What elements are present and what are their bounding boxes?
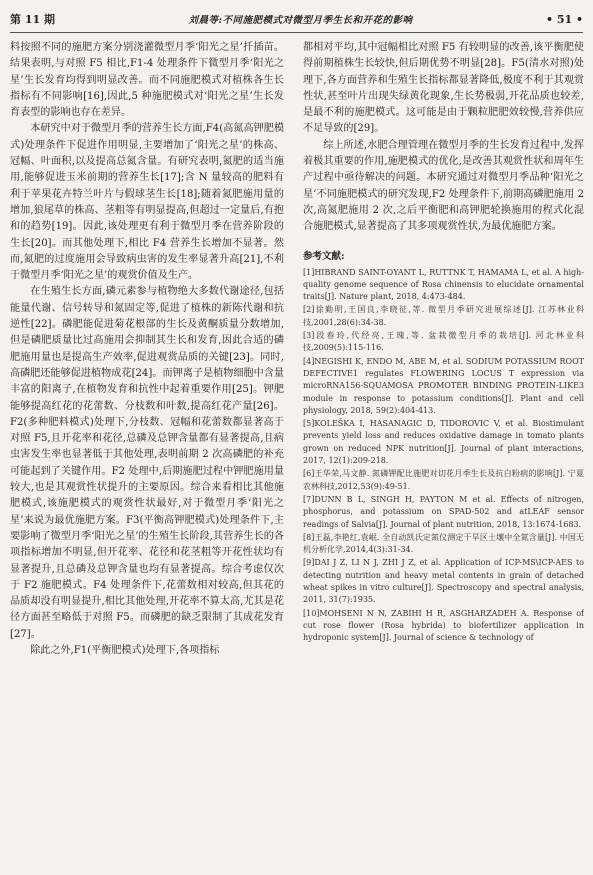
right-column	[303, 40, 584, 865]
references-heading: 参考文献:	[303, 250, 345, 262]
reference-item: [9]DAI J Z, LI N J, ZHI J Z, et al. Application of ICP-MS\ICP-AES to detecting nutrition and heavy metal contents in grain of detached wheat spikes in vitro culture[J]. Spectroscopy and spectral analysis, 2011, 31(7):1935.	[303, 558, 584, 605]
page-header	[10, 6, 583, 33]
running-title: 刘晨等:不同施肥模式对微型月季生长和开花的影响	[188, 15, 413, 26]
paragraph: 综上所述,水肥合理管理在微型月季的生长发育过程中,发挥着极其重要的作用,施肥模式的优化,是改善其观赏性状和周年生产过程中亟待解决的问题。本研究通过对微型月季品种‘阳光之星’不同施肥模式的研究发现,F2 处理条件下,前期高磷肥施用 2 次,高氮肥施用 2 次,之后平衡肥和高钾肥轮换施用的程式化混合施肥模式,显著提高了其多项观赏性状,为最优施肥方案。	[303, 139, 584, 233]
reference-item: [3]段春玲,代经亮,王瑰,等. 盆栽微型月季的栽培[J]. 河北林业科技,2009(5):115-116.	[303, 331, 584, 353]
reference-item: [2]徐勤明,王国良,李晓征,等. 微型月季研究进展综述[J]. 江苏林业科技,2001,28(6):34-38.	[303, 305, 584, 327]
page-number: • 51 •	[545, 12, 583, 26]
paragraph: 本研究中对于微型月季的营养生长方面,F4(高氮高钾肥模式)处理条件下促进作用明显,主要增加了‘阳光之星’的株高、冠幅、叶面积,以及提高总氮含量。有研究表明,氮肥的适当施用,能够促进玉米前期的营养生长[17];含 N 量较高的肥料有利于苹果花卉特兰叶片与假球茎生长[18];随着氮肥施用量的增加,狼尾草的株高、茎粗等有明显提高,但超过一定量后,有抱和的趋势[19]。因此,该处理更有利于微型月季在营养阶段的生长[20]。而其他处理下,相比 F4 营养生长增加不显著。然而,氮肥的过度施用会导致病虫害的发生率显著升高[21],不利于微型月季‘阳光之星’的观赏价值及生产。	[10, 123, 284, 282]
reference-item: [8]王磊,李艳红,袁岷. 全自动凯氏定氮仪测定干旱区土壤中全氮含量[J]. 中国无机分析化学,2014,4(3):31-34.	[303, 532, 584, 555]
paragraph: 料按照不同的施肥方案分别浇灌微型月季‘阳光之星’扦插苗。结果表明,与对照 F5 相比,F1-4 处理条件下微型月季‘阳光之星’生长发育均得到明显改善。而不同施肥模式对植株各生长指标有不同影响[16],因此,5 种施肥模式对‘阳光之星’生长发育表型的影响也存在差异。	[10, 42, 284, 119]
paragraph: 除此之外,F1(平衡肥模式)处理下,各项指标	[30, 644, 220, 656]
reference-list	[303, 267, 584, 645]
reference-item: [10]MOHSENI N N, ZABIHI H R, ASGHARZADEH A. Response of cut rose flower (Rosa hybrida) to biofertilizer application in hydroponic system[J]. Journal of science & technology of	[303, 608, 584, 643]
issue-number: 第 11 期	[10, 13, 55, 26]
reference-item: [5]KOLEŠKA I, HASANAGIC D, TIDOROVIC V, et al. Biostimulant prevents yield loss and reduces oxidative damage in tomato plants grown on reduced NPK nutrition[J]. Journal of plant interactions, 2017, 12(1):209-218.	[303, 419, 584, 466]
paragraph: 在生殖生长方面,磷元素参与植物绝大多数代谢途径,包括能量代谢、信号转导和氮固定等,促进了植株的新陈代谢和抗逆性[22]。磷肥能促进菊花根部的生长及黄酮质量分数增加,但是磷肥质量比过高施用会抑制其生长和发育,因此合适的磷肥施用量也是提高生产效率,促进观赏品质的关键[23]。同时,高磷肥还能够促进植物成花[24]。而钾离子是植物细胞中含量丰富的阳离子,在植物发育和抗性中起着重要作用[25]。钾肥能够提高红花的花蕾数、分枝数和叶数,提高红花产量[26]。F2(多种肥料模式)处理下,分枝数、冠幅和花蕾数都显著高于对照 F5,且开花率和花径,总磷及总钾含量都有显著提高,且病虫害发生率也显著低于其他处理,表明前期 2 次高磷肥的补充可能起到了关键作用。F2 处理中,后期施肥过程中钾肥施用量较大,也是其观赏性状提升的主要原因。综合来看相比其他施肥模式,该施肥模式的观赏性状最好,对于微型月季‘阳光之星’来说为最优施肥方案。F3(平衡高钾肥模式)处理条件下,主要影响了微型月季‘阳光之星’的生殖生长阶段,其营养生长的各项指标增加不明显,但开花率、花径和花茎粗等开花性状均有显著提升,且总磷及总钾含量也均有显著提高。综合考虑仅次于 F2 施肥模式。F4 处理条件下,花蕾数相对较高,但其花的品质却没有明显提升,相比其他处理,开花率不算太高,尤其是花径方面甚至略低于对照 F5。而磷肥的缺乏限制了其成花发育[27]。	[10, 286, 284, 640]
reference-item: [4]NEGISHI K, ENDO M, ABE M, et al. SODIUM POTASSIUM ROOT DEFECTIVE1 regulates FLOWERING LOCUS T expression via microRNA156-SQUAMOSA PROMOTER BINDING PROTEIN-LIKE3 module in response to potassium conditions[J]. Plant and cell physiology, 2018, 59(2):404-413.	[303, 356, 584, 415]
left-column	[10, 40, 284, 865]
reference-item: [6]王华荣,马文静. 氮磷钾配比施肥对切花月季生长及抗白粉病的影响[J]. 宁夏农林科技,2012,53(9):49-51.	[303, 469, 584, 491]
reference-item: [7]DUNN B L, SINGH H, PAYTON M et al. Effects of nitrogen, phosphorus, and potassium on SPAD-502 and atLEAF sensor readings of Salvia[J]. Journal of plant nutrition, 2018, 13:1674-1683.	[303, 494, 584, 529]
reference-item: [1]HIBRAND SAINT-OYANT L, RUTTNK T, HAMAMA L, et al. A high-quality genome sequence of Rosa chinensis to elucidate ornamental traits[J]. Nature plant, 2018, 4:473-484.	[303, 267, 584, 302]
paragraph: 都相对平均,其中冠幅相比对照 F5 有较明显的改善,该平衡肥使得前期植株生长较快,但后期优势不明显[28]。F5(清水对照)处理下,各方面营养和生殖生长指标都显著降低,极度不利于其观赏性状,甚至叶片出现失绿黄化现象,生长势极弱,开花品质也较差,是最不利的施肥模式。这可能是由于颗粒肥肥效较慢,营养供应不足导致的[29]。	[303, 42, 584, 135]
